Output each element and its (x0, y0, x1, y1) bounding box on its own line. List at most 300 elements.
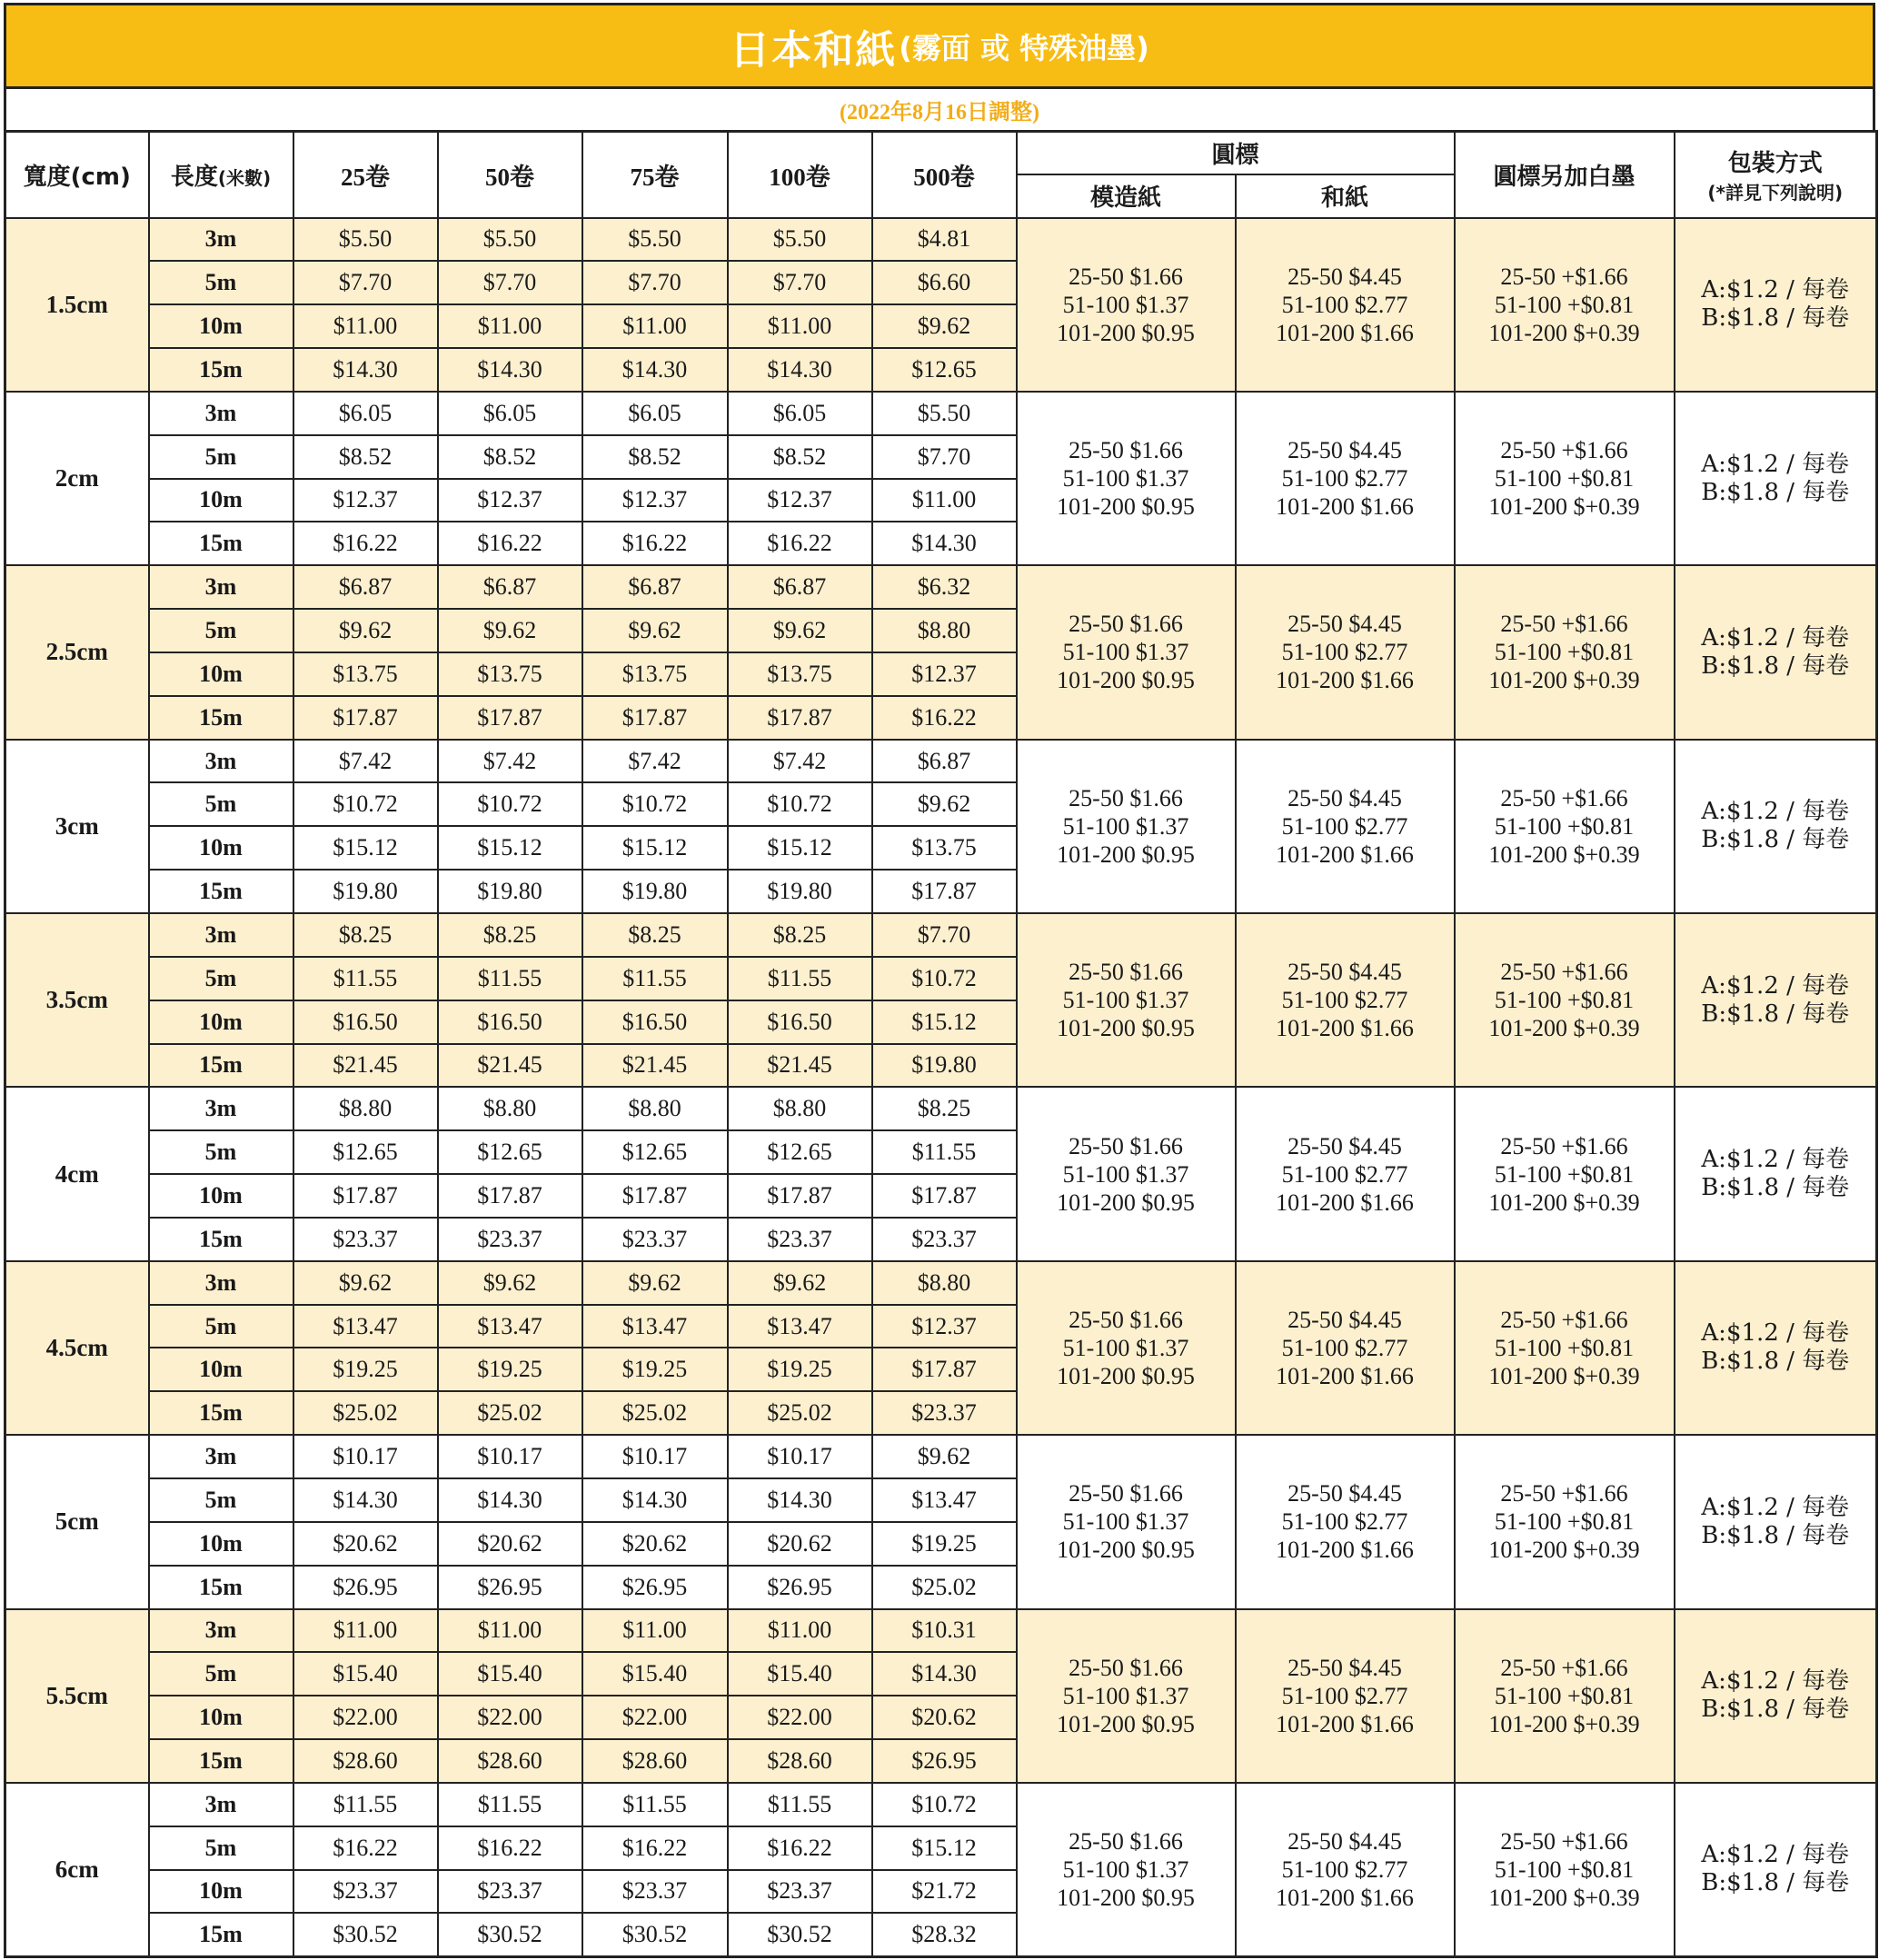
price-cell-qty-500: $19.80 (872, 1044, 1017, 1088)
round-label-paper-tiers (1017, 1435, 1236, 1608)
price-cell-qty-75: $16.22 (582, 522, 728, 565)
packaging-options (1675, 913, 1877, 1087)
price-cell-qty-75: $13.47 (582, 1305, 728, 1348)
tier-line: 51-100 +$0.81 (1494, 1508, 1635, 1536)
price-cell-qty-100: $20.62 (728, 1522, 872, 1566)
header-qty-500: 500卷 (872, 132, 1017, 218)
price-cell-qty-500: $14.30 (872, 1652, 1017, 1696)
length-cell: 3m (149, 565, 293, 609)
round-label-washi-tiers (1236, 218, 1455, 392)
price-cell-qty-25: $6.87 (293, 565, 438, 609)
header-width: 寬度(cm) (5, 132, 149, 218)
round-label-washi-tiers (1236, 1609, 1455, 1783)
round-label-paper-tiers (1017, 1261, 1236, 1435)
price-cell-qty-25: $17.87 (293, 696, 438, 740)
round-label-paper-tiers (1017, 1783, 1236, 1956)
length-cell: 5m (149, 609, 293, 652)
tier-line: 51-100 $2.77 (1281, 987, 1408, 1014)
price-cell-qty-500: $17.87 (872, 1174, 1017, 1218)
length-cell: 5m (149, 1305, 293, 1348)
price-cell-qty-50: $10.72 (438, 782, 582, 826)
tier-line: 25-50 +$1.66 (1500, 437, 1628, 464)
width-cell: 2.5cm (5, 565, 149, 739)
tier-line: 101-200 $+0.39 (1488, 1189, 1640, 1216)
price-cell-qty-500: $8.80 (872, 1261, 1017, 1305)
price-cell-qty-100: $23.37 (728, 1870, 872, 1914)
price-cell-qty-50: $25.02 (438, 1391, 582, 1435)
price-cell-qty-25: $12.65 (293, 1130, 438, 1174)
price-cell-qty-100: $5.50 (728, 218, 872, 262)
tier-line: 101-200 $+0.39 (1488, 1710, 1640, 1737)
price-cell-qty-25: $11.55 (293, 1783, 438, 1826)
price-cell-qty-75: $23.37 (582, 1870, 728, 1914)
tier-line: 51-100 +$0.81 (1494, 987, 1635, 1014)
length-cell: 10m (149, 1522, 293, 1566)
length-cell: 5m (149, 261, 293, 304)
price-cell-qty-100: $14.30 (728, 348, 872, 392)
price-cell-qty-100: $16.22 (728, 522, 872, 565)
price-cell-qty-50: $26.95 (438, 1566, 582, 1609)
price-cell-qty-50: $28.60 (438, 1739, 582, 1783)
price-cell-qty-500: $25.02 (872, 1566, 1017, 1609)
table-row (5, 740, 1877, 783)
round-label-paper-tiers (1017, 1087, 1236, 1260)
round-label-white-tiers (1455, 1087, 1675, 1260)
header-qty-50: 50卷 (438, 132, 582, 218)
price-cell-qty-75: $13.75 (582, 652, 728, 696)
round-label-washi-tiers (1236, 565, 1455, 739)
price-cell-qty-100: $17.87 (728, 1174, 872, 1218)
price-cell-qty-75: $17.87 (582, 1174, 728, 1218)
round-label-washi-tiers (1236, 1261, 1455, 1435)
price-cell-qty-75: $15.12 (582, 826, 728, 870)
price-cell-qty-25: $23.37 (293, 1870, 438, 1914)
tier-line: 51-100 +$0.81 (1494, 812, 1635, 840)
price-cell-qty-50: $5.50 (438, 218, 582, 262)
price-cell-qty-50: $8.52 (438, 435, 582, 479)
round-label-white-tiers (1455, 1435, 1675, 1608)
tier-line: 25-50 $4.45 (1287, 263, 1402, 290)
round-label-paper-tiers (1017, 740, 1236, 913)
price-cell-qty-500: $20.62 (872, 1696, 1017, 1739)
price-cell-qty-25: $14.30 (293, 348, 438, 392)
tier-line: 25-50 $4.45 (1287, 784, 1402, 811)
packaging-line: B:$1.8 / 每卷 (1701, 478, 1850, 506)
table-row (5, 1435, 1877, 1478)
price-cell-qty-500: $14.30 (872, 522, 1017, 565)
price-cell-qty-100: $9.62 (728, 609, 872, 652)
price-cell-qty-100: $19.80 (728, 870, 872, 913)
price-cell-qty-500: $12.37 (872, 1305, 1017, 1348)
packaging-options (1675, 1435, 1877, 1608)
tier-line: 101-200 $0.95 (1057, 841, 1195, 868)
round-label-washi-tiers (1236, 1087, 1455, 1260)
price-cell-qty-75: $23.37 (582, 1218, 728, 1261)
width-cell: 2cm (5, 392, 149, 565)
packaging-line: B:$1.8 / 每卷 (1701, 1521, 1850, 1549)
tier-line: 101-200 $1.66 (1276, 1189, 1414, 1216)
price-cell-qty-500: $23.37 (872, 1391, 1017, 1435)
tier-line: 51-100 $1.37 (1062, 639, 1189, 666)
tier-line: 25-50 $4.45 (1287, 1306, 1402, 1333)
tier-line: 25-50 $4.45 (1287, 437, 1402, 464)
length-cell: 3m (149, 218, 293, 262)
price-cell-qty-50: $12.65 (438, 1130, 582, 1174)
price-cell-qty-100: $16.50 (728, 1000, 872, 1044)
packaging-line: A:$1.2 / 每卷 (1701, 450, 1850, 478)
tier-line: 101-200 $0.95 (1057, 667, 1195, 694)
width-cell: 3cm (5, 740, 149, 913)
price-cell-qty-500: $13.47 (872, 1478, 1017, 1522)
price-cell-qty-25: $19.80 (293, 870, 438, 913)
length-cell: 3m (149, 1783, 293, 1826)
tier-line: 101-200 $+0.39 (1488, 1015, 1640, 1042)
price-cell-qty-500: $9.62 (872, 782, 1017, 826)
packaging-options (1675, 565, 1877, 739)
tier-line: 25-50 $4.45 (1287, 959, 1402, 986)
price-cell-qty-500: $11.55 (872, 1130, 1017, 1174)
price-cell-qty-100: $15.40 (728, 1652, 872, 1696)
table-row (5, 1783, 1877, 1826)
length-cell: 3m (149, 1087, 293, 1130)
tier-line: 51-100 +$0.81 (1494, 1682, 1635, 1709)
tier-line: 25-50 $4.45 (1287, 1654, 1402, 1681)
price-cell-qty-50: $16.22 (438, 1826, 582, 1870)
revision-date: (2022年8月16日調整) (840, 101, 1039, 124)
tier-line: 101-200 $1.66 (1276, 667, 1414, 694)
tier-line: 101-200 $1.66 (1276, 841, 1414, 868)
price-cell-qty-25: $26.95 (293, 1566, 438, 1609)
price-cell-qty-25: $7.42 (293, 740, 438, 783)
price-cell-qty-75: $8.52 (582, 435, 728, 479)
price-cell-qty-500: $6.32 (872, 565, 1017, 609)
price-cell-qty-100: $11.00 (728, 1609, 872, 1653)
length-cell: 15m (149, 1044, 293, 1088)
price-cell-qty-500: $10.72 (872, 957, 1017, 1000)
packaging-options (1675, 740, 1877, 913)
price-cell-qty-50: $17.87 (438, 696, 582, 740)
round-label-washi-tiers (1236, 913, 1455, 1087)
price-cell-qty-75: $15.40 (582, 1652, 728, 1696)
price-cell-qty-25: $14.30 (293, 1478, 438, 1522)
title-banner (4, 3, 1875, 86)
packaging-line: A:$1.2 / 每卷 (1701, 798, 1850, 826)
price-cell-qty-50: $13.75 (438, 652, 582, 696)
page-title-qualifier: (霧面 或 特殊油墨) (899, 30, 1149, 65)
price-table-body (5, 218, 1877, 1957)
price-cell-qty-500: $8.80 (872, 609, 1017, 652)
tier-line: 101-200 $1.66 (1276, 1710, 1414, 1737)
price-cell-qty-75: $14.30 (582, 348, 728, 392)
price-cell-qty-25: $25.02 (293, 1391, 438, 1435)
packaging-options (1675, 392, 1877, 565)
price-cell-qty-25: $19.25 (293, 1348, 438, 1391)
price-cell-qty-25: $15.12 (293, 826, 438, 870)
tier-line: 51-100 $2.77 (1281, 291, 1408, 318)
length-cell: 15m (149, 1739, 293, 1783)
price-cell-qty-500: $6.60 (872, 261, 1017, 304)
length-cell: 10m (149, 652, 293, 696)
round-label-white-tiers (1455, 913, 1675, 1087)
price-cell-qty-75: $6.05 (582, 392, 728, 435)
price-cell-qty-50: $16.22 (438, 522, 582, 565)
price-cell-qty-500: $8.25 (872, 1087, 1017, 1130)
tier-line: 51-100 $2.77 (1281, 639, 1408, 666)
price-cell-qty-500: $12.65 (872, 348, 1017, 392)
length-cell: 15m (149, 1391, 293, 1435)
price-cell-qty-50: $12.37 (438, 479, 582, 522)
packaging-line: A:$1.2 / 每卷 (1701, 276, 1850, 304)
width-cell: 4cm (5, 1087, 149, 1260)
price-cell-qty-25: $16.22 (293, 1826, 438, 1870)
width-cell: 4.5cm (5, 1261, 149, 1435)
price-cell-qty-500: $4.81 (872, 218, 1017, 262)
tier-line: 51-100 $1.37 (1062, 465, 1189, 492)
price-cell-qty-500: $6.87 (872, 740, 1017, 783)
price-cell-qty-75: $11.55 (582, 957, 728, 1000)
tier-line: 51-100 +$0.81 (1494, 639, 1635, 666)
price-cell-qty-100: $15.12 (728, 826, 872, 870)
price-cell-qty-75: $30.52 (582, 1913, 728, 1956)
length-cell: 5m (149, 782, 293, 826)
tier-line: 101-200 $1.66 (1276, 493, 1414, 521)
tier-line: 51-100 $2.77 (1281, 1160, 1408, 1188)
price-sheet (4, 3, 1875, 1958)
price-cell-qty-100: $13.75 (728, 652, 872, 696)
price-cell-qty-50: $15.12 (438, 826, 582, 870)
price-cell-qty-50: $6.05 (438, 392, 582, 435)
tier-line: 101-200 $0.95 (1057, 1362, 1195, 1389)
price-cell-qty-500: $13.75 (872, 826, 1017, 870)
price-cell-qty-25: $22.00 (293, 1696, 438, 1739)
price-cell-qty-100: $30.52 (728, 1913, 872, 1956)
price-cell-qty-50: $10.17 (438, 1435, 582, 1478)
round-label-washi-tiers (1236, 1435, 1455, 1608)
tier-line: 25-50 $1.66 (1069, 611, 1183, 638)
tier-line: 51-100 $1.37 (1062, 1334, 1189, 1361)
price-cell-qty-100: $11.55 (728, 957, 872, 1000)
price-cell-qty-25: $12.37 (293, 479, 438, 522)
price-cell-qty-500: $16.22 (872, 696, 1017, 740)
price-cell-qty-100: $12.37 (728, 479, 872, 522)
price-cell-qty-25: $8.80 (293, 1087, 438, 1130)
packaging-line: B:$1.8 / 每卷 (1701, 1348, 1850, 1376)
packaging-line: A:$1.2 / 每卷 (1701, 1841, 1850, 1869)
price-cell-qty-100: $10.72 (728, 782, 872, 826)
table-row (5, 1261, 1877, 1305)
length-cell: 3m (149, 392, 293, 435)
round-label-white-tiers (1455, 1783, 1675, 1956)
packaging-line: B:$1.8 / 每卷 (1701, 1000, 1850, 1028)
length-cell: 15m (149, 1218, 293, 1261)
packaging-line: B:$1.8 / 每卷 (1701, 304, 1850, 333)
header-packaging: 包裝方式 (*詳見下列說明) (1675, 132, 1877, 218)
header-qty-25: 25卷 (293, 132, 438, 218)
price-cell-qty-75: $19.25 (582, 1348, 728, 1391)
price-cell-qty-50: $11.55 (438, 1783, 582, 1826)
price-cell-qty-500: $28.32 (872, 1913, 1017, 1956)
tier-line: 101-200 $+0.39 (1488, 493, 1640, 521)
price-cell-qty-75: $20.62 (582, 1522, 728, 1566)
tier-line: 101-200 $+0.39 (1488, 667, 1640, 694)
price-cell-qty-25: $11.00 (293, 1609, 438, 1653)
length-cell: 15m (149, 1913, 293, 1956)
price-cell-qty-100: $28.60 (728, 1739, 872, 1783)
width-cell: 3.5cm (5, 913, 149, 1087)
price-cell-qty-75: $16.50 (582, 1000, 728, 1044)
tier-line: 25-50 $4.45 (1287, 1132, 1402, 1159)
price-cell-qty-75: $11.00 (582, 304, 728, 348)
packaging-options (1675, 218, 1877, 392)
tier-line: 101-200 $0.95 (1057, 1189, 1195, 1216)
table-row (5, 913, 1877, 957)
price-cell-qty-25: $30.52 (293, 1913, 438, 1956)
price-cell-qty-50: $23.37 (438, 1870, 582, 1914)
length-cell: 15m (149, 870, 293, 913)
price-cell-qty-25: $15.40 (293, 1652, 438, 1696)
price-cell-qty-100: $26.95 (728, 1566, 872, 1609)
price-cell-qty-50: $30.52 (438, 1913, 582, 1956)
tier-line: 51-100 $1.37 (1062, 1682, 1189, 1709)
price-cell-qty-25: $11.00 (293, 304, 438, 348)
tier-line: 25-50 $1.66 (1069, 959, 1183, 986)
price-cell-qty-50: $16.50 (438, 1000, 582, 1044)
price-cell-qty-500: $9.62 (872, 304, 1017, 348)
price-cell-qty-50: $11.00 (438, 1609, 582, 1653)
tier-line: 25-50 +$1.66 (1500, 1654, 1628, 1681)
price-cell-qty-50: $23.37 (438, 1218, 582, 1261)
tier-line: 25-50 +$1.66 (1500, 1132, 1628, 1159)
length-cell: 10m (149, 479, 293, 522)
tier-line: 25-50 +$1.66 (1500, 263, 1628, 290)
price-cell-qty-100: $22.00 (728, 1696, 872, 1739)
tier-line: 25-50 $1.66 (1069, 1132, 1183, 1159)
tier-line: 101-200 $1.66 (1276, 1537, 1414, 1564)
price-cell-qty-50: $15.40 (438, 1652, 582, 1696)
tier-line: 51-100 +$0.81 (1494, 1160, 1635, 1188)
length-cell: 10m (149, 304, 293, 348)
price-cell-qty-50: $9.62 (438, 1261, 582, 1305)
tier-line: 51-100 $2.77 (1281, 465, 1408, 492)
price-cell-qty-100: $21.45 (728, 1044, 872, 1088)
round-label-white-tiers (1455, 218, 1675, 392)
tier-line: 101-200 $0.95 (1057, 1537, 1195, 1564)
round-label-white-tiers (1455, 565, 1675, 739)
tier-line: 51-100 +$0.81 (1494, 291, 1635, 318)
packaging-options (1675, 1261, 1877, 1435)
round-label-white-tiers (1455, 1261, 1675, 1435)
price-cell-qty-50: $8.25 (438, 913, 582, 957)
price-cell-qty-100: $12.65 (728, 1130, 872, 1174)
round-label-paper-tiers (1017, 392, 1236, 565)
packaging-line: A:$1.2 / 每卷 (1701, 1493, 1850, 1521)
tier-line: 25-50 $4.45 (1287, 1480, 1402, 1507)
header-round-label: 圓標 (1017, 132, 1455, 174)
price-cell-qty-500: $15.12 (872, 1826, 1017, 1870)
packaging-options (1675, 1783, 1877, 1956)
price-cell-qty-75: $9.62 (582, 609, 728, 652)
length-cell: 3m (149, 1435, 293, 1478)
price-cell-qty-100: $8.52 (728, 435, 872, 479)
packaging-line: A:$1.2 / 每卷 (1701, 1667, 1850, 1696)
price-cell-qty-50: $19.25 (438, 1348, 582, 1391)
tier-line: 51-100 $2.77 (1281, 812, 1408, 840)
tier-line: 101-200 $+0.39 (1488, 841, 1640, 868)
price-cell-qty-50: $11.55 (438, 957, 582, 1000)
price-cell-qty-25: $16.50 (293, 1000, 438, 1044)
tier-line: 25-50 +$1.66 (1500, 959, 1628, 986)
length-cell: 10m (149, 1348, 293, 1391)
tier-line: 51-100 $2.77 (1281, 1682, 1408, 1709)
tier-line: 101-200 $+0.39 (1488, 1884, 1640, 1911)
price-cell-qty-25: $21.45 (293, 1044, 438, 1088)
price-cell-qty-25: $17.87 (293, 1174, 438, 1218)
price-cell-qty-75: $11.00 (582, 1609, 728, 1653)
table-row (5, 1609, 1877, 1653)
length-cell: 10m (149, 826, 293, 870)
tier-line: 25-50 $1.66 (1069, 784, 1183, 811)
price-cell-qty-50: $14.30 (438, 348, 582, 392)
price-cell-qty-100: $19.25 (728, 1348, 872, 1391)
width-cell: 5cm (5, 1435, 149, 1608)
round-label-washi-tiers (1236, 392, 1455, 565)
length-cell: 15m (149, 696, 293, 740)
price-cell-qty-25: $20.62 (293, 1522, 438, 1566)
round-label-washi-tiers (1236, 1783, 1455, 1956)
packaging-line: A:$1.2 / 每卷 (1701, 1319, 1850, 1348)
price-cell-qty-50: $6.87 (438, 565, 582, 609)
price-cell-qty-75: $9.62 (582, 1261, 728, 1305)
price-cell-qty-500: $7.70 (872, 913, 1017, 957)
revision-date-banner (4, 86, 1875, 130)
price-cell-qty-75: $10.72 (582, 782, 728, 826)
length-cell: 3m (149, 740, 293, 783)
price-cell-qty-25: $6.05 (293, 392, 438, 435)
price-cell-qty-75: $5.50 (582, 218, 728, 262)
length-cell: 3m (149, 1261, 293, 1305)
price-cell-qty-50: $22.00 (438, 1696, 582, 1739)
price-cell-qty-50: $13.47 (438, 1305, 582, 1348)
length-cell: 10m (149, 1870, 293, 1914)
price-cell-qty-75: $7.42 (582, 740, 728, 783)
length-cell: 5m (149, 1478, 293, 1522)
price-cell-qty-25: $9.62 (293, 609, 438, 652)
price-cell-qty-100: $14.30 (728, 1478, 872, 1522)
length-cell: 10m (149, 1696, 293, 1739)
tier-line: 25-50 +$1.66 (1500, 784, 1628, 811)
price-cell-qty-500: $23.37 (872, 1218, 1017, 1261)
packaging-options (1675, 1609, 1877, 1783)
price-cell-qty-50: $14.30 (438, 1478, 582, 1522)
price-cell-qty-50: $17.87 (438, 1174, 582, 1218)
price-cell-qty-500: $11.00 (872, 479, 1017, 522)
price-cell-qty-500: $9.62 (872, 1435, 1017, 1478)
price-cell-qty-100: $25.02 (728, 1391, 872, 1435)
tier-line: 101-200 $+0.39 (1488, 1537, 1640, 1564)
width-cell: 6cm (5, 1783, 149, 1956)
price-cell-qty-50: $9.62 (438, 609, 582, 652)
tier-line: 101-200 $1.66 (1276, 319, 1414, 346)
header-length: 長度(米數) (149, 132, 293, 218)
round-label-white-tiers (1455, 1609, 1675, 1783)
price-cell-qty-50: $19.80 (438, 870, 582, 913)
price-cell-qty-100: $17.87 (728, 696, 872, 740)
tier-line: 51-100 $1.37 (1062, 1508, 1189, 1536)
length-cell: 5m (149, 435, 293, 479)
tier-line: 25-50 +$1.66 (1500, 611, 1628, 638)
price-cell-qty-25: $23.37 (293, 1218, 438, 1261)
packaging-line: A:$1.2 / 每卷 (1701, 1146, 1850, 1174)
